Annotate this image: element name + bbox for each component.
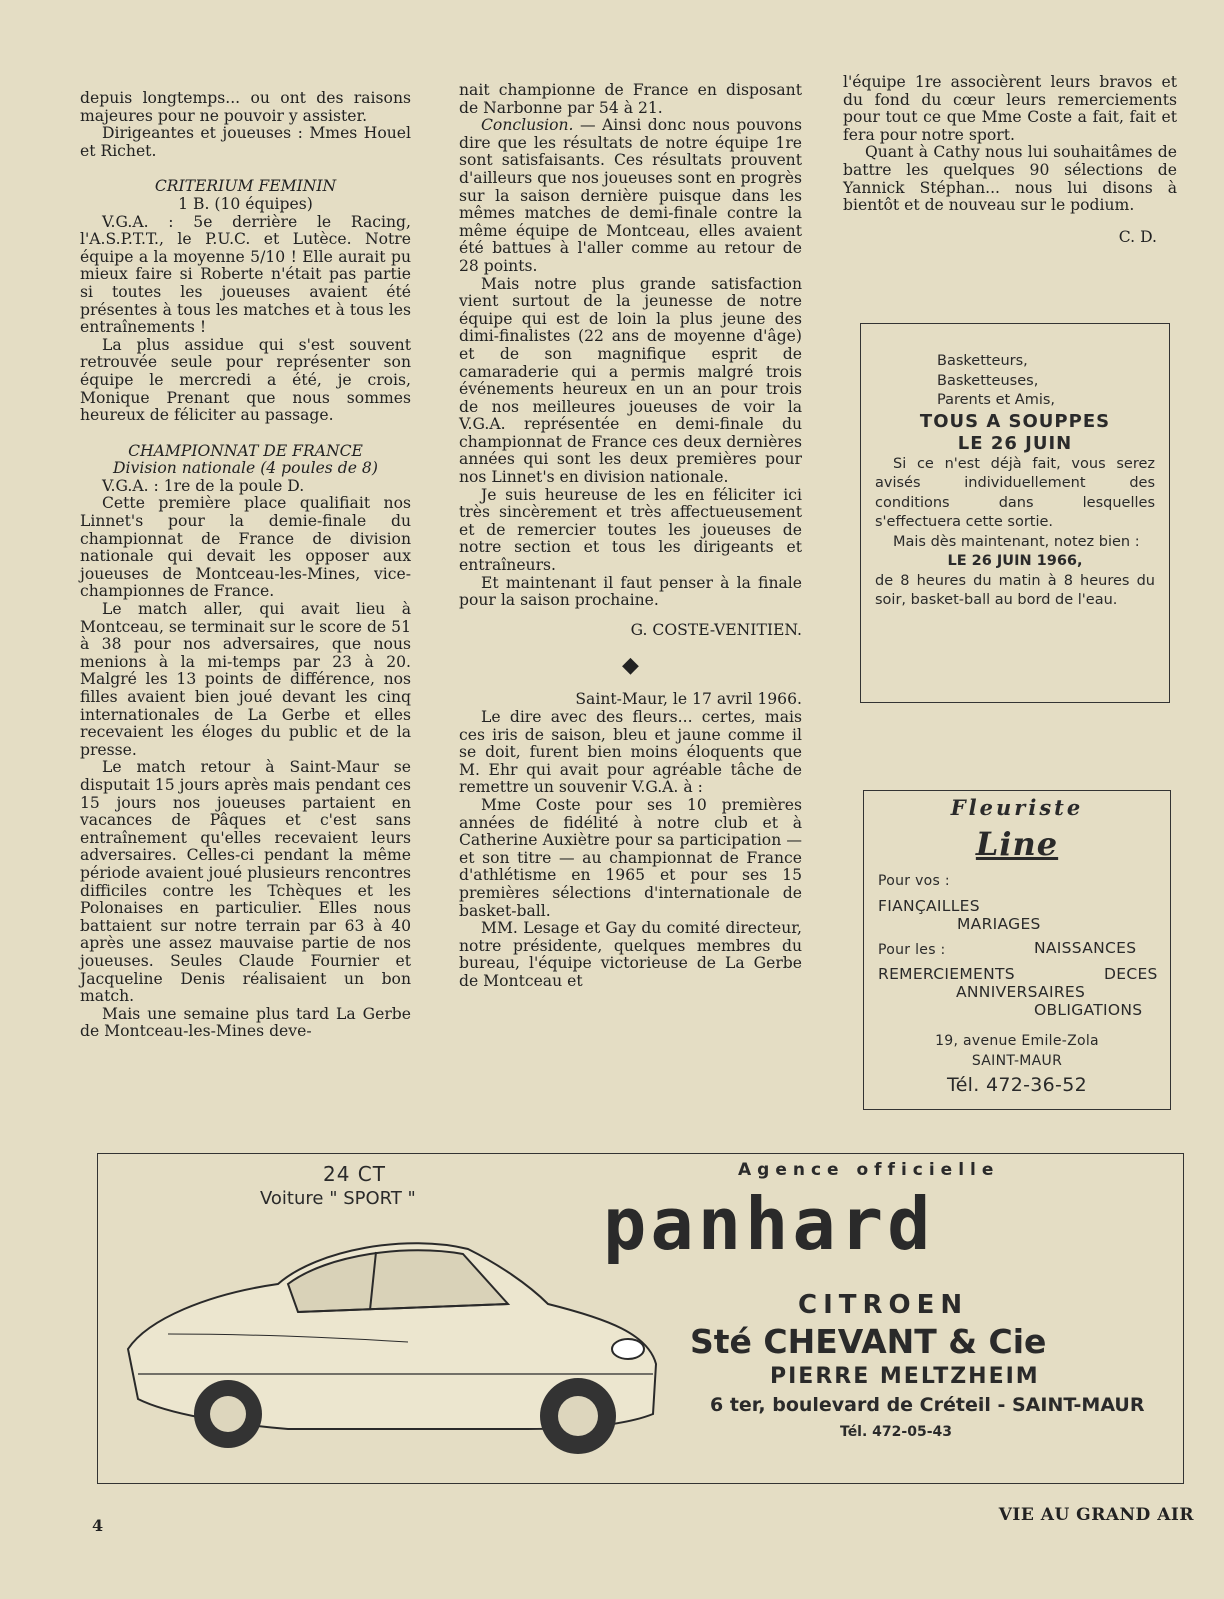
section-subheading: 1 B. (10 équipes) [178,194,313,213]
ad-shop-name: Line [975,825,1059,863]
announcement-line: Basketteurs, [937,353,1028,369]
ad-item: MARIAGES [957,915,1041,933]
ad-item: FIANÇAILLES [878,897,980,915]
paragraph: Dirigeantes et joueuses : Mmes Houel et Richet. [80,124,411,160]
ad-label: Pour vos : [878,873,950,889]
page-number: 4 [92,1516,104,1535]
paragraph: Mme Coste pour ses 10 premières années de fidélité à notre club et à Catherine Auxiètre pour sa participation — et son titre — au championnat de France d'athlétisme en 1965 et pour ses 15 premières sélections d'internationale de basket-ball. [459,795,802,920]
ad-item: ANNIVERSAIRES [956,983,1086,1001]
ad-phone: Tél. 472-36-52 [947,1074,1087,1096]
announcement-text: de 8 heures du matin à 8 heures du soir, basket-ball au bord de l'eau. [875,572,1155,608]
ad-citroen: CITROEN [798,1290,969,1320]
article-column-2 [459,82,802,991]
paragraph-body: — Ainsi donc nous pouvons dire que les résultats de notre équipe 1re sont satisfaisants. Ces résultats prouvent d'ailleurs que nos joueuses sont en progrès sur la saison dernière puisque dans les mêmes matches de demi-finale contre la même équipe de Montceau, elles avaient été battues à l'aller comme au retour de 28 points. [459,116,802,275]
announcement-text: Si ce n'est déjà fait, vous serez avisés individuellement des conditions dans lesquelles s'effectuera cette sortie. [875,455,1155,530]
paragraph: Le match retour à Saint-Maur se disputait 15 jours après mais pendant ces 15 jours nos joueuses partaient en vacances de Pâques et c'est sans entraînement qu'elles recevaient leurs adversaires. Celles-ci pendant la même période avaient joué plusieurs rencontres difficiles contre les Tchèques et les Polonaises en particulier. Elles nous battaient sur notre terrain par 63 à 40 après une assez mauvaise partie de nos joueuses. Seules Claude Fournier et Jacqueline Denis réalisaient un bon match. [80,758,411,1006]
paragraph: Mais une semaine plus tard La Gerbe de Montceau-les-Mines deve- [80,1004,411,1041]
announcement-text: Mais dès maintenant, notez bien : [893,533,1140,550]
section-heading-criterium: CRITERIUM FEMININ [154,177,337,196]
paragraph: Quant à Cathy nous lui souhaitâmes de battre les quelques 90 sélections de Yannick Stéphan... nous lui disons à bientôt et de nouveau sur le podium. [843,143,1177,215]
result-line: V.G.A. : 1re de la poule D. [102,476,305,495]
section-heading-championnat: CHAMPIONNAT DE FRANCE [128,441,363,460]
announcement-headline-date: LE 26 JUIN [957,432,1073,454]
paragraph: Mais notre plus grande satisfaction vient surtout de la jeunesse de notre équipe qui est de loin la plus jeune des dimi-finalistes (22 ans de moyenne d'âge) et de son magnifique esprit de camaraderie qui a permis malgré trois événements heureux en un an pour trois de nos meilleures joueuses de voir la V.G.A. représentée en demi-finale du championnat de France ces deux dernières années qui sont les deux premières pour nos Linnet's en division nationale. [459,274,802,487]
ad-brand-logo: panhard [603,1182,935,1266]
car-illustration-icon [108,1224,668,1464]
dateline: Saint-Maur, le 17 avril 1966. [575,690,802,709]
paragraph: Cette première place qualifiait nos Linnet's pour la demie-finale du championnat de France de division nationale qui devait les opposer aux joueuses de Montceau-les-Mines, vice-championnes de France. [80,494,411,601]
paragraph: Et maintenant il faut penser à la finale pour la saison prochaine. [459,573,802,610]
paragraph: La plus assidue qui s'est souvent retrouvée seule pour représenter son équipe le mercredi a été, je crois, Monique Prenant que nous sommes heureux de féliciter au passage. [80,335,411,425]
ad-phone: Tél. 472-05-43 [840,1424,952,1440]
paragraph: nait championne de France en disposant de Narbonne par 54 à 21. [459,81,802,117]
announcement-date: LE 26 JUIN 1966, [947,553,1083,569]
advertisement-panhard [97,1153,1184,1484]
announcement-headline: TOUS A SOUPPES [919,410,1111,432]
paragraph: Le dire avec des fleurs... certes, mais ces iris de saison, bleu et jaune comme il se doit, furent bien moins éloquents que M. Ehr qui avait pour agréable tâche de remettre un souvenir V.G.A. à : [459,708,802,797]
ad-label: Pour les : [878,942,946,958]
advertisement-fleuriste [863,790,1171,1110]
paragraph: l'équipe 1re associèrent leurs bravos et du fond du cœur leurs remerciements pour tout ce que Mme Coste a fait, fait et fera pour notre sport. [843,73,1177,144]
diamond-separator-icon: ◆ [622,653,639,679]
ad-item: OBLIGATIONS [1034,1001,1143,1019]
announcement-box-souppes [860,323,1170,703]
ad-item: DECES [1104,965,1158,983]
ad-address: 19, avenue Emile-Zola [935,1033,1099,1049]
ad-city: SAINT-MAUR [971,1053,1063,1069]
section-subheading: Division nationale (4 poules de 8) [113,459,378,478]
article-column-1 [80,90,411,1041]
paragraph: V.G.A. : 5e derrière le Racing, l'A.S.P.T.T., le P.U.C. et Lutèce. Notre équipe a la moyenne 5/10 ! Elle aurait pu mieux faire si Roberte n'était pas partie si toutes les joueuses avaient été présentes à tous les matches et à tous les entraînements ! [80,212,411,337]
paragraph: Je suis heureuse de les en féliciter ici très sincèrement et très affectueusement et de remercier toutes les joueuses de notre section et tous les dirigeants et entraîneurs. [459,485,802,575]
ad-agence: Agence officielle [738,1160,1000,1180]
ad-company: Sté CHEVANT & Cie [690,1322,1047,1361]
ad-model: 24 CT [323,1162,386,1186]
signature: C. D. [1118,227,1157,246]
ad-address: 6 ter, boulevard de Créteil - SAINT-MAUR [710,1394,1145,1416]
paragraph: depuis longtemps... ou ont des raisons majeures pour ne pouvoir y assister. [80,89,411,125]
ad-model-sub: Voiture " SPORT " [260,1188,416,1209]
paragraph: Le match aller, qui avait lieu à Montceau, se terminait sur le score de 51 à 38 pour nos adversaires, que nous menions à la mi-temps par 23 à 20. Malgré les 13 points de différence, nos filles avaient bien joué devant les cinq internationales de La Gerbe et elles recevaient les éloges du public et de la presse. [80,600,411,759]
paragraph: MM. Lesage et Gay du comité directeur, notre présidente, quelques membres du bureau, l'équipe victorieuse de La Gerbe de Montceau et [459,919,802,990]
ad-person: PIERRE MELTZHEIM [770,1364,1040,1389]
article-column-3 [843,74,1177,246]
announcement-line: Basketteuses, [937,372,1039,389]
announcement-line: Parents et Amis, [937,392,1056,408]
magazine-title: VIE AU GRAND AIR [998,1505,1194,1525]
ad-item: REMERCIEMENTS [878,965,1015,983]
ad-title: Fleuriste [950,795,1084,820]
ad-item: NAISSANCES [1034,939,1137,957]
paragraph-lead: Conclusion. [481,116,574,135]
signature: G. COSTE-VENITIEN. [630,620,802,639]
paragraph [459,117,802,275]
